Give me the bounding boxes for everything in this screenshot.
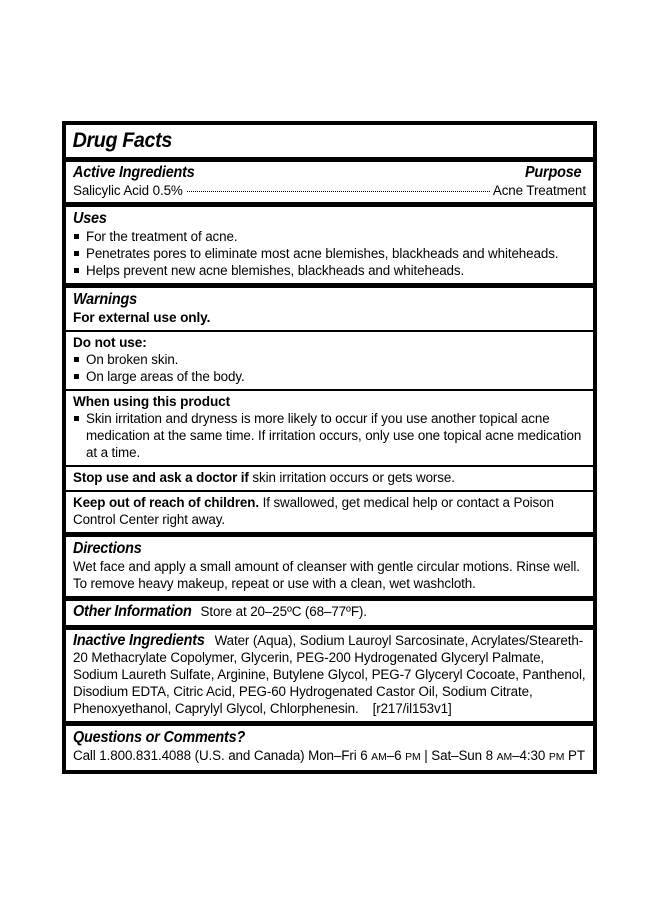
list-item xyxy=(73,351,586,368)
stop-use-text xyxy=(73,469,586,486)
list-item xyxy=(73,245,586,262)
keep-out-bold-lead: Keep out of reach of children. xyxy=(73,495,259,510)
contact-timezone: PT xyxy=(564,748,585,763)
contact-pm-2: PM xyxy=(548,752,565,763)
do-not-use-heading: Do not use: xyxy=(73,335,147,350)
purpose-heading: Purpose xyxy=(525,164,582,181)
list-item xyxy=(73,262,586,279)
contact-pm-1: PM xyxy=(405,752,421,763)
section-inactive-ingredients xyxy=(66,630,593,721)
inactive-ingredients-row xyxy=(73,632,586,717)
stop-use-bold-lead: Stop use and ask a doctor if xyxy=(73,470,249,485)
warnings-keep-out xyxy=(66,492,593,532)
bullet-square-icon xyxy=(74,268,79,273)
inactive-ingredients-text: Water (Aqua), Sodium Lauroyl Sarcosinate, Acrylates/Steareth-20 Methacrylate Copolymer, Glycerin, PEG-200 Hydrogenated Glyceryl Palmate, Sodium Laureth Sulfate, Arginine, Butylene Glycol, PEG-7 Glyceryl Cocoate, Panthenol, Disodium EDTA, Citric Acid, PEG-60 Hydrogenated Castor Oil, Sodium Citrate, Phenoxyethanol, Caprylyl Glycol, Chlorphenesin. xyxy=(73,633,586,716)
external-use-text: For external use only. xyxy=(73,310,211,325)
active-ingredient-purpose: Acne Treatment xyxy=(492,183,586,198)
warnings-when-using xyxy=(66,391,593,465)
other-information-heading: Other Information xyxy=(73,603,192,620)
formula-code: [r217/il153v1] xyxy=(372,701,452,716)
contact-line xyxy=(73,747,586,766)
dotted-leader xyxy=(187,182,490,195)
other-information-text: Store at 20–25ºC (68–77ºF). xyxy=(200,604,367,619)
active-ingredient-row xyxy=(73,182,586,198)
contact-call-prefix: Call 1.800.831.4088 (U.S. and Canada) Mon–Fri 6 xyxy=(73,748,372,763)
list-item-text: Helps prevent new acne blemishes, blackheads and whiteheads. xyxy=(86,263,465,278)
section-active-ingredients xyxy=(66,162,593,202)
contact-mid-2: –4:30 xyxy=(512,748,549,763)
active-ingredients-headings xyxy=(73,164,586,182)
uses-list xyxy=(73,228,586,279)
list-item xyxy=(73,368,586,385)
active-ingredients-heading: Active Ingredients xyxy=(73,164,195,181)
bullet-square-icon xyxy=(74,416,79,421)
contact-mid-1: –6 xyxy=(386,748,406,763)
stop-use-rest: skin irritation occurs or gets worse. xyxy=(248,470,455,485)
bullet-square-icon xyxy=(74,234,79,239)
when-using-heading: When using this product xyxy=(73,394,231,409)
questions-heading: Questions or Comments? xyxy=(73,729,246,746)
warnings-intro xyxy=(66,288,593,330)
contact-separator: | Sat–Sun 8 xyxy=(420,748,497,763)
directions-line-2: To remove heavy makeup, repeat or use with a clean, wet washcloth. xyxy=(73,576,476,591)
keep-out-text xyxy=(73,494,586,528)
contact-am-1: AM xyxy=(371,752,387,763)
page-title: Drug Facts xyxy=(72,129,172,152)
list-item-text: For the treatment of acne. xyxy=(86,229,238,244)
drug-facts-label xyxy=(62,121,597,774)
warnings-heading: Warnings xyxy=(73,291,137,308)
list-item xyxy=(73,410,586,461)
contact-am-2: AM xyxy=(496,752,513,763)
section-questions xyxy=(66,726,593,770)
section-warnings xyxy=(66,288,593,532)
list-item-text: On large areas of the body. xyxy=(86,369,245,384)
directions-line-1: Wet face and apply a small amount of cleanser with gentle circular motions. Rinse well. xyxy=(73,559,580,574)
bullet-square-icon xyxy=(74,357,79,362)
section-other-information xyxy=(66,601,593,625)
section-directions xyxy=(66,537,593,596)
list-item-text: On broken skin. xyxy=(86,352,179,367)
directions-heading: Directions xyxy=(73,540,142,557)
do-not-use-list xyxy=(73,351,586,385)
bullet-square-icon xyxy=(74,374,79,379)
list-item-text: Skin irritation and dryness is more likely to occur if you use another topical acne medication at the same time. If irritation occurs, only use one topical acne medication at a time. xyxy=(86,411,582,460)
when-using-list xyxy=(73,410,586,461)
bullet-square-icon xyxy=(74,251,79,256)
other-information-row xyxy=(73,603,586,621)
section-uses xyxy=(66,207,593,283)
inactive-ingredients-heading: Inactive Ingredients xyxy=(73,632,205,649)
active-ingredient-name: Salicylic Acid 0.5% xyxy=(73,183,183,198)
keep-out-rest: If swallowed, get medical help or contact a Poison Control Center right away. xyxy=(73,495,554,527)
list-item-text: Penetrates pores to eliminate most acne blemishes, blackheads and whiteheads. xyxy=(86,246,559,261)
list-item xyxy=(73,228,586,245)
warnings-stop-use xyxy=(66,467,593,490)
warnings-do-not-use xyxy=(66,332,593,389)
uses-heading: Uses xyxy=(73,210,107,227)
